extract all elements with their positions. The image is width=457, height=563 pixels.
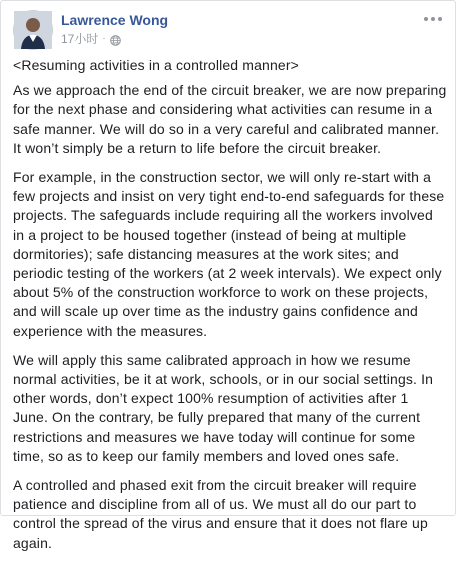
post-paragraph-3: We will apply this same calibrated approach in how we resume normal activities, be it at work, schools, or in our social settings. In other words, don’t expect 100% resumption of activities after 1 June. On the contrary, be fully prepared that many of the current restrictions and measures we have today will continue for some time, so as to keep our family members and loved ones safe.: [13, 351, 434, 464]
post-meta: [61, 31, 121, 47]
author-name-link[interactable]: Lawrence Wong: [61, 12, 169, 28]
post-timestamp[interactable]: 17小时: [61, 32, 99, 46]
more-dot-1: [424, 17, 428, 21]
post-title: <Resuming activities in a controlled manner>: [13, 57, 299, 73]
more-options-icon[interactable]: [419, 9, 447, 29]
globe-icon[interactable]: [110, 34, 121, 45]
more-dot-2: [431, 17, 435, 21]
author-avatar[interactable]: [13, 10, 53, 50]
post-paragraph-4: A controlled and phased exit from the circuit breaker will require patience and discipline from all of us. We must all do our part to control the spread of the virus and ensure that it does not flare up again.: [13, 477, 428, 551]
profile-photo: [14, 11, 52, 49]
post-content: [13, 56, 447, 563]
more-dot-3: [438, 17, 442, 21]
post-header: [1, 1, 457, 53]
post-paragraph-1: As we approach the end of the circuit breaker, we are now preparing for the next phase and considering what activities can resume in a safe manner. We will do so in a very careful and calibrated manner. It won’t simply be a return to life before the circuit breaker.: [13, 82, 447, 156]
post-paragraph-2: For example, in the construction sector, we will only re-start with a few projects and insist on very tight end-to-end safeguards for these projects. The safeguards include requiring all the workers involved in a project to be housed together (instead of being at multiple dormitories); safe distancing measures at the work sites; and periodic testing of the workers (at 2 week intervals). We expect only about 5% of the construction workforce to work on these projects, and will scale up over time as the industry gains confidence and experience with the measures.: [13, 169, 445, 339]
meta-separator: ·: [102, 33, 106, 44]
